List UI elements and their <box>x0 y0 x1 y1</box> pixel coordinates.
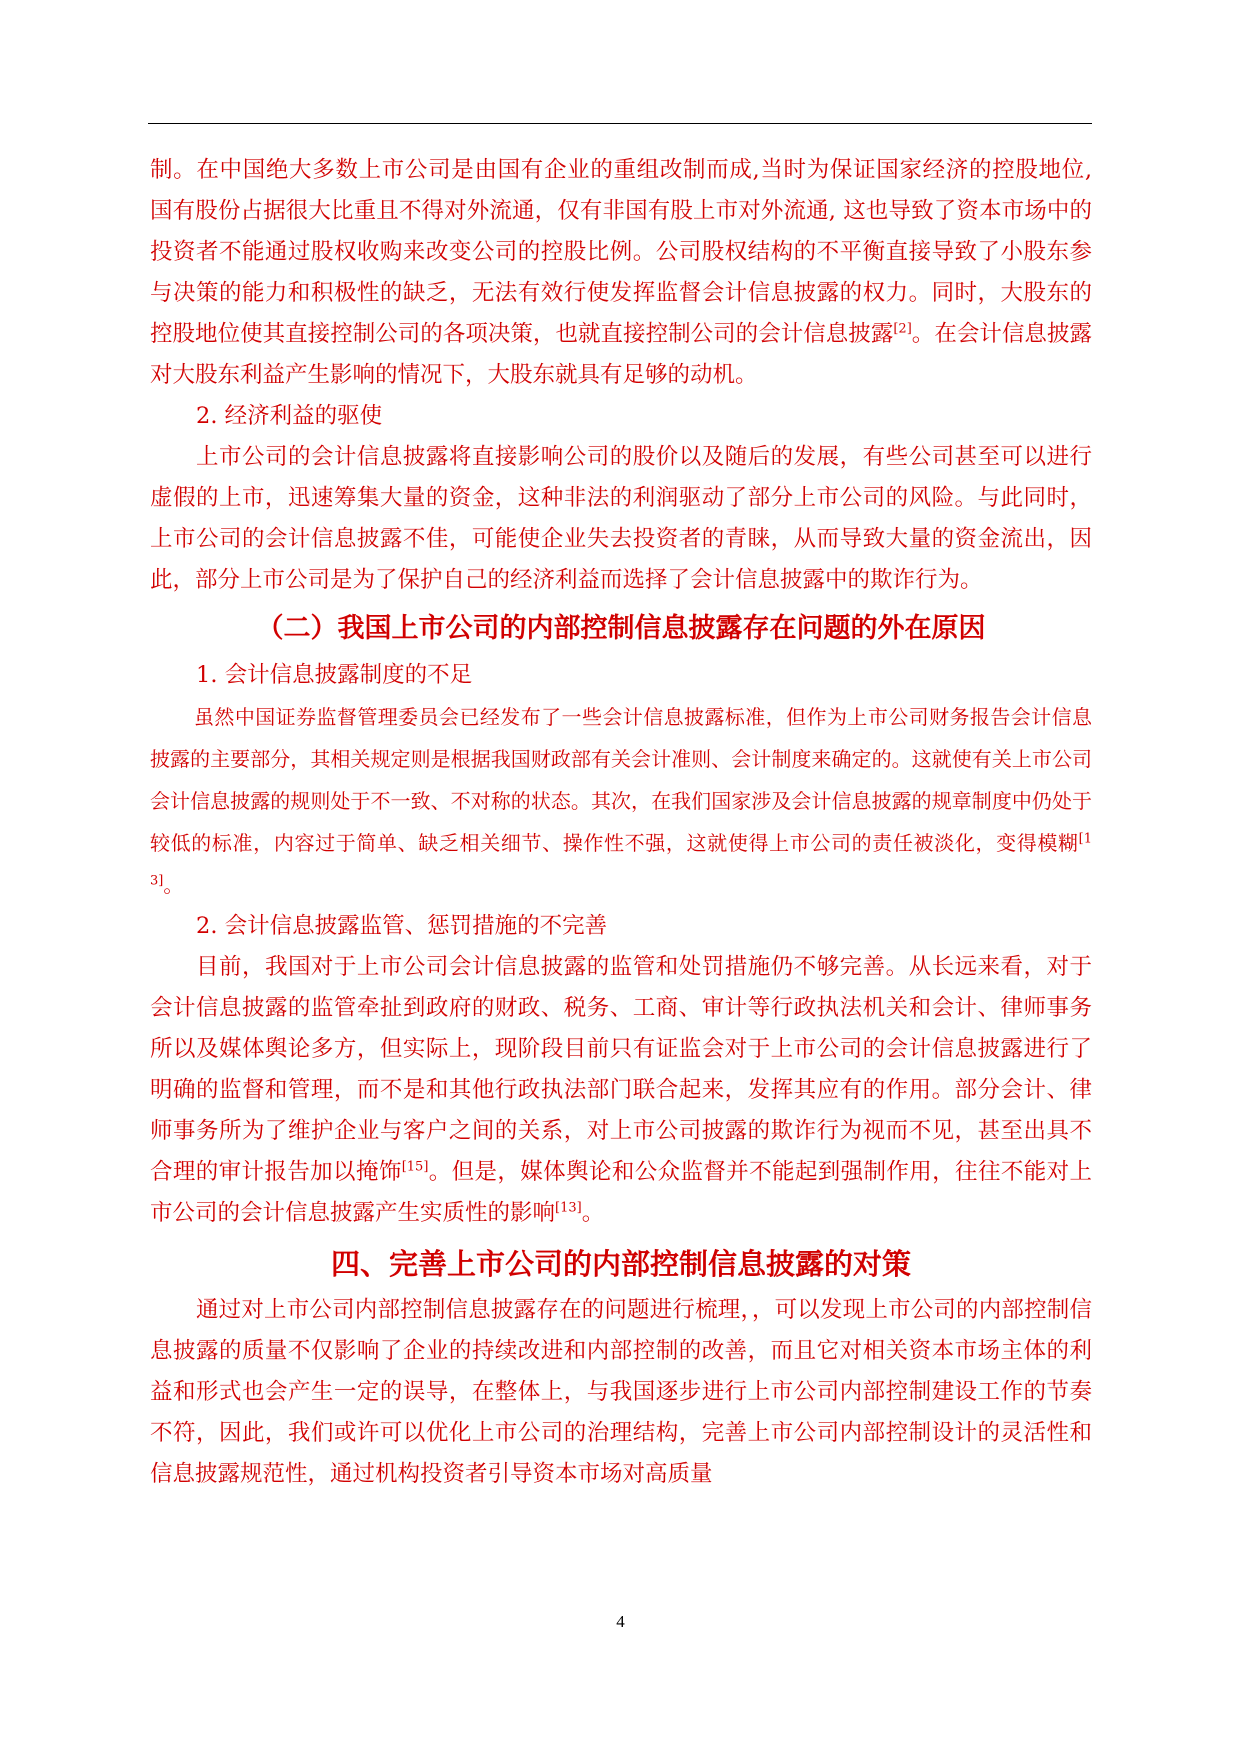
subheading-supervision: 2. 会计信息披露监管、惩罚措施的不完善 <box>196 913 608 939</box>
subheading-disclosure-system: 1. 会计信息披露制度的不足 <box>196 662 473 688</box>
paragraph-countermeasures: 通过对上市公司内部控制信息披露存在的问题进行梳理，，可以发现上市公司的内部控制信息披露的质量不仅影响了企业的持续改进和内部控制的改善，而且它对相关资本市场主体的利益和形式也会产生一定的误导，在整体上，与我国逐步进行上市公司内部控制建设工作的节奏不符，因此，我们或许可以优化上市公司的治理结构，完善上市公司内部控制设计的灵活性和信息披露规范性，通过机构投资者引导资本市场对高质量 <box>150 1297 1092 1487</box>
page-number: 4 <box>616 1612 625 1631</box>
paragraph-text: 。 <box>581 1200 605 1226</box>
chapter-heading-countermeasures: 四、完善上市公司的内部控制信息披露的对策 <box>330 1247 911 1281</box>
paragraph-text: 制。在中国绝大多数上市公司是由国有企业的重组改制而成,当时为保证国家经济的控股地位, 国有股份占据很大比重且不得对外流通，仅有非国有股上市对外流通, 这也导致了资本市场中的投资者不能通过股权收购来改变公司的控股比例。公司股权结构的不平衡直接导致了小股东参与决策的能力和积极性的缺乏，无法有效行使发挥监督会计信息披露的权力。同时，大股东的控股地位使其直接控制公司的各项决策，也就直接控制公司的会计信息披露 <box>150 157 1092 347</box>
paragraph-disclosure-system <box>150 696 1092 906</box>
paragraph-text: 。在会计信息披露对大股东利益产生影响的情况下，大股东就具有足够的动机。 <box>150 321 1092 388</box>
paragraph-text: 虽然中国证券监督管理委员会已经发布了一些会计信息披露标准，但作为上市公司财务报告会计信息披露的主要部分，其相关规定则是根据我国财政部有关会计准则、会计制度来确定的。这就使有关上市公司会计信息披露的规则处于不一致、不对称的状态。其次，在我们国家涉及会计信息披露的规章制度中仍处于较低的标准，内容过于简单、缺乏相关细节、操作性不强，这就使得上市公司的责任被淡化，变得模糊 <box>150 705 1092 855</box>
citation-ref: [13] <box>150 831 1092 889</box>
paragraph-ownership <box>150 150 1092 396</box>
citation-ref: [13] <box>555 1200 582 1216</box>
section-heading-external-causes: （二）我国上市公司的内部控制信息披露存在问题的外在原因 <box>256 613 986 644</box>
paragraph-text: 。但是，媒体舆论和公众监督并不能起到强制作用，往往不能对上市公司的会计信息披露产生实质性的影响 <box>150 1159 1092 1226</box>
paragraph-text: 。 <box>163 873 184 897</box>
paragraph-text: 目前，我国对于上市公司会计信息披露的监管和处罚措施仍不够完善。从长远来看，对于会计信息披露的监管牵扯到政府的财政、税务、工商、审计等行政执法机关和会计、律师事务所以及媒体舆论多方，但实际上，现阶段目前只有证监会对于上市公司的会计信息披露进行了明确的监督和管理，而不是和其他行政执法部门联合起来，发挥其应有的作用。部分会计、律师事务所为了维护企业与客户之间的关系，对上市公司披露的欺诈行为视而不见，甚至出具不合理的审计报告加以掩饰 <box>150 954 1092 1185</box>
citation-ref: [2] <box>893 321 912 337</box>
body-text <box>150 150 1092 1495</box>
paragraph-economic-interest: 上市公司的会计信息披露将直接影响公司的股价以及随后的发展，有些公司甚至可以进行虚假的上市，迅速筹集大量的资金，这种非法的利润驱动了部分上市公司的风险。与此同时，上市公司的会计信息披露不佳，可能使企业失去投资者的青睐，从而导致大量的资金流出，因此，部分上市公司是为了保护自己的经济利益而选择了会计信息披露中的欺诈行为。 <box>150 444 1092 593</box>
header-rule <box>148 123 1092 124</box>
subheading-economic-interest: 2. 经济利益的驱使 <box>196 403 383 429</box>
paragraph-supervision <box>150 947 1092 1234</box>
citation-ref: [15] <box>401 1159 429 1175</box>
